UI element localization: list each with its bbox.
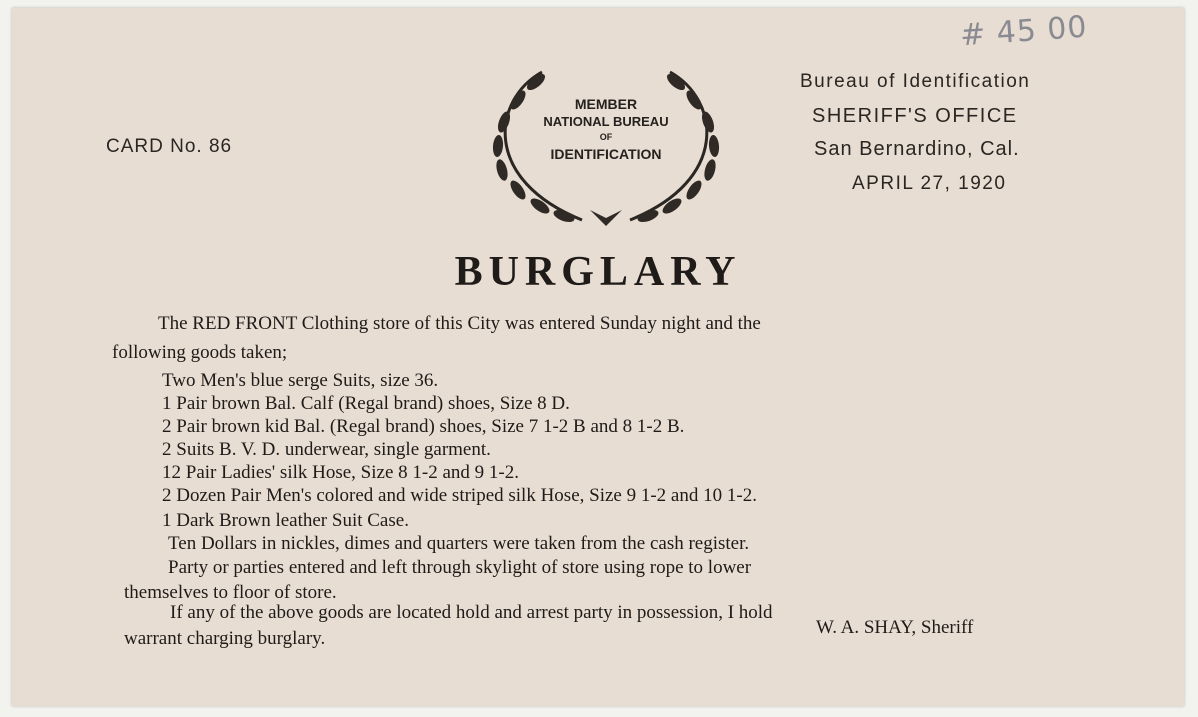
list-item: 1 Pair brown Bal. Calf (Regal brand) shoes, Size 8 D. xyxy=(162,393,570,414)
arrest-line-2: warrant charging burglary. xyxy=(124,628,326,649)
laurel-wreath-icon xyxy=(472,60,740,230)
list-item: 2 Pair brown kid Bal. (Regal brand) shoes, Size 7 1-2 B and 8 1-2 B. xyxy=(162,416,685,437)
intro-line-1: The RED FRONT Clothing store of this City was entered Sunday night and the xyxy=(158,313,761,334)
party-line-2: themselves to floor of store. xyxy=(124,582,337,603)
seal-line-national-bureau: NATIONAL BUREAU xyxy=(543,114,669,129)
party-line-1: Party or parties entered and left through skylight of store using rope to lower xyxy=(168,557,752,578)
list-item: 2 Suits B. V. D. underwear, single garment. xyxy=(162,439,491,460)
sheriff-signature: W. A. SHAY, Sheriff xyxy=(816,617,974,638)
office-city: San Bernardino, Cal. xyxy=(814,138,1020,160)
bureau-seal xyxy=(472,60,740,230)
notice-title: BURGLARY xyxy=(454,249,742,295)
handwritten-price: # 45 00 xyxy=(958,9,1089,54)
identification-card xyxy=(12,8,1184,706)
seal-line-of: OF xyxy=(599,132,613,142)
arrest-line-1: If any of the above goods are located hold and arrest party in possession, I hold xyxy=(170,602,773,623)
list-item: 1 Dark Brown leather Suit Case. xyxy=(162,510,409,531)
list-item: Two Men's blue serge Suits, size 36. xyxy=(162,370,439,391)
bureau-name: Bureau of Identification xyxy=(800,71,1031,92)
cash-line: Ten Dollars in nickles, dimes and quarters were taken from the cash register. xyxy=(168,533,750,554)
sheriff-office: SHERIFF'S OFFICE xyxy=(812,105,1018,127)
list-item: 2 Dozen Pair Men's colored and wide striped silk Hose, Size 9 1-2 and 10 1-2. xyxy=(162,485,757,506)
seal-line-member: MEMBER xyxy=(574,96,638,112)
card-number: CARD No. 86 xyxy=(106,136,233,157)
notice-date: APRIL 27, 1920 xyxy=(852,173,1007,194)
list-item: 12 Pair Ladies' silk Hose, Size 8 1-2 and 9 1-2. xyxy=(162,462,519,483)
seal-line-identification: IDENTIFICATION xyxy=(550,146,662,162)
intro-line-2: following goods taken; xyxy=(112,342,288,363)
